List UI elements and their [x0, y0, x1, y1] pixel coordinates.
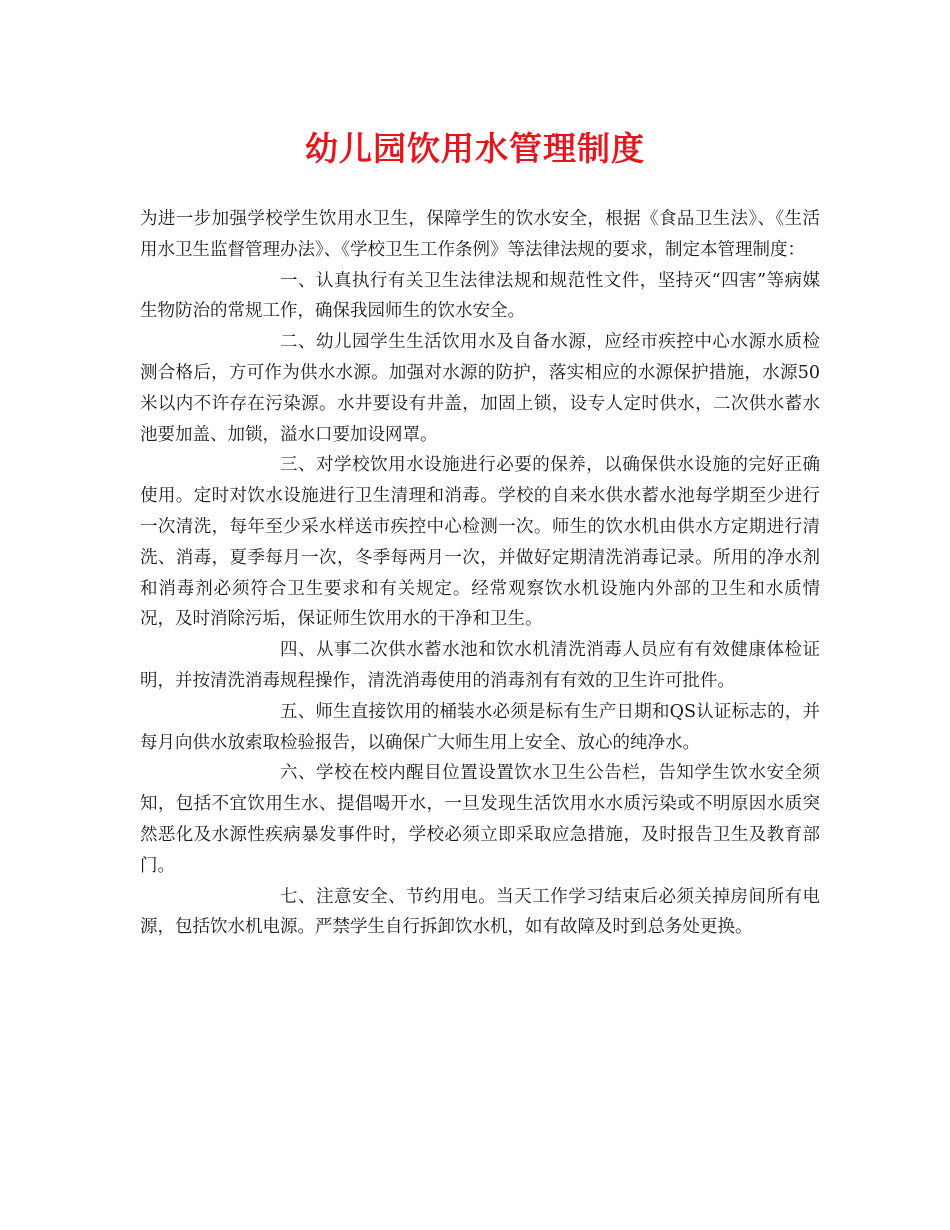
- paragraph-intro: 为进一步加强学校学生饮用水卫生，保障学生的饮水安全，根据《食品卫生法》、《生活用水卫生监督管理办法》、《学校卫生工作条例》等法律法规的要求，制定本管理制度：: [140, 209, 820, 260]
- paragraph-item-4: 四、从事二次供水蓄水池和饮水机清洗消毒人员应有有效健康体检证明，并按清洗消毒规程操作，清洗消毒使用的消毒剂有有效的卫生许可批件。: [140, 640, 820, 691]
- paragraph-item-7: 七、注意安全、节约用电。当天工作学习结束后必须关掉房间所有电源，包括饮水机电源。严禁学生自行拆卸饮水机，如有故障及时到总务处更换。: [140, 886, 820, 938]
- paragraph-item-1: 一、认真执行有关卫生法律法规和规范性文件，坚持灭“四害”等病媒生物防治的常规工作，确保我园师生的饮水安全。: [140, 270, 820, 322]
- paragraph-item-6: 六、学校在校内醒目位置设置饮水卫生公告栏，告知学生饮水安全须知，包括不宜饮用生水、提倡喝开水，一旦发现生活饮用水水质污染或不明原因水质突然恶化及水源性疾病暴发事件时，学校必须立即采取应急措施，及时报告卫生及教育部门。: [140, 763, 820, 876]
- document-body: [140, 204, 820, 943]
- document-title: 幼儿园饮用水管理制度: [305, 129, 645, 168]
- paragraph-item-5: 五、师生直接饮用的桶装水必须是标有生产日期和QS认证标志的，并每月向供水放索取检验报告，以确保广大师生用上安全、放心的纯净水。: [140, 701, 820, 753]
- paragraph-item-3: 三、对学校饮用水设施进行必要的保养，以确保供水设施的完好正确使用。定时对饮水设施进行卫生清理和消毒。学校的自来水供水蓄水池每学期至少进行一次清洗，每年至少采水样送市疾控中心检测一次。师生的饮水机由供水方定期进行清洗、消毒，夏季每月一次，冬季每两月一次，并做好定期清洗消毒记录。所用的净水剂和消毒剂必须符合卫生要求和有关规定。经常观察饮水机设施内外部的卫生和水质情况，及时消除污垢，保证师生饮用水的干净和卫生。: [140, 455, 820, 630]
- paragraph-item-2: 二、幼儿园学生生活饮用水及自备水源，应经市疾控中心水源水质检测合格后，方可作为供水水源。加强对水源的防护，落实相应的水源保护措施，水源50米以内不许存在污染源。水井要设有井盖，加固上锁，设专人定时供水，二次供水蓄水池要加盖、加锁，溢水口要加设网罩。: [140, 332, 820, 445]
